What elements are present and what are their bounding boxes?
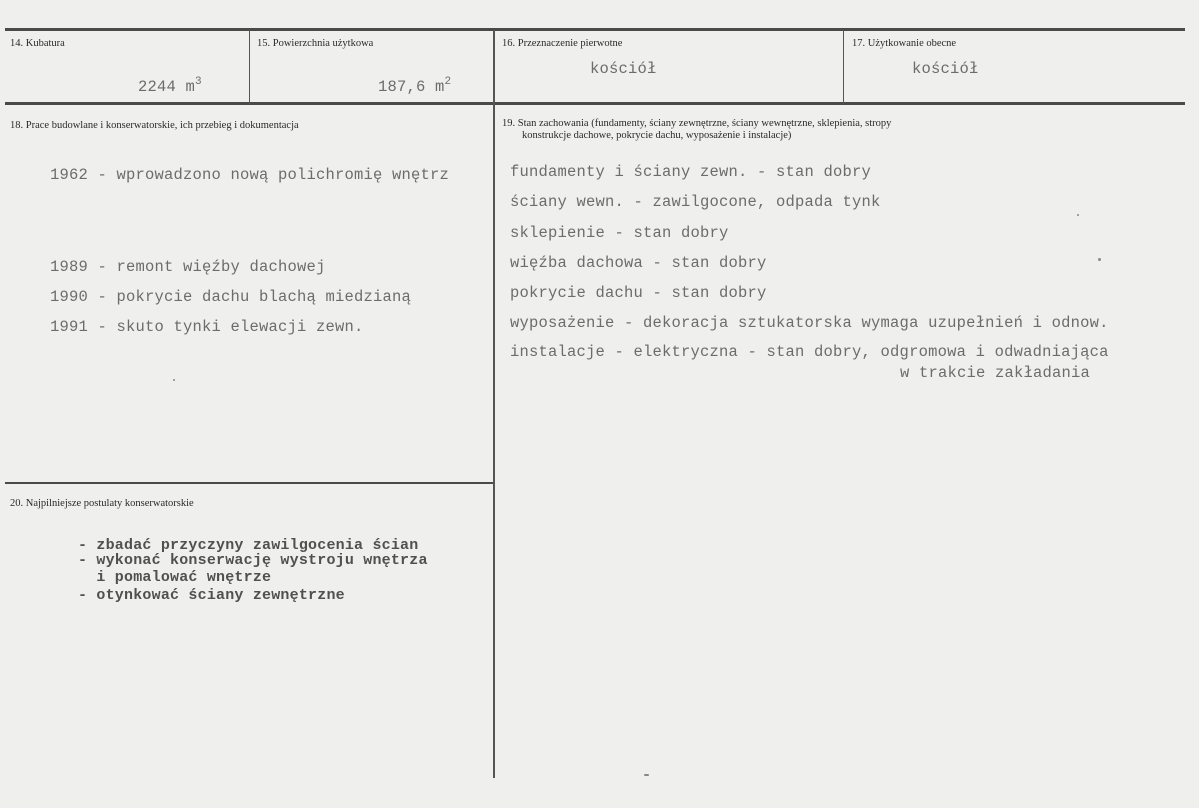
- paper-speck: [1077, 214, 1079, 216]
- cubature-number: 2244 m: [138, 78, 196, 96]
- current-use-label: 17. Użytkowanie obecne: [852, 38, 957, 49]
- condition-entry: ściany wewn. - zawilgocone, odpada tynk: [510, 193, 881, 211]
- works-entry: 1991 - skuto tynki elewacji zewn.: [50, 318, 364, 336]
- cubature-value: [100, 60, 202, 114]
- condition-label-line1: 19. Stan zachowania (fundamenty, ściany zewnętrzne, ściany wewnętrzne, sklepienia, stropy: [502, 118, 892, 129]
- area-unit-sup: 2: [444, 76, 452, 88]
- postulates-entry: - otynkować ściany zewnętrzne: [78, 587, 345, 604]
- paper-speck: [173, 379, 175, 381]
- paper-speck: [644, 774, 649, 776]
- paper-speck: [1098, 258, 1101, 261]
- works-entry: 1989 - remont więźby dachowej: [50, 258, 326, 276]
- postulates-entry: - wykonać konserwację wystroju wnętrza: [78, 552, 428, 569]
- condition-label-line2: konstrukcje dachowe, pokrycie dachu, wyposażenie i instalacje): [522, 130, 792, 141]
- original-use-value: kościół: [590, 60, 657, 78]
- col-divider-1: [249, 30, 250, 104]
- col-divider-2: [493, 30, 495, 778]
- col-divider-3: [843, 30, 844, 104]
- area-value: [340, 60, 451, 114]
- condition-entry-continuation: w trakcie zakładania: [900, 364, 1091, 382]
- works-entry: 1990 - pokrycie dachu blachą miedzianą: [50, 288, 412, 306]
- condition-entry: pokrycie dachu - stan dobry: [510, 284, 767, 302]
- top-rule: [5, 28, 1185, 31]
- condition-entry: wyposażenie - dekoracja sztukatorska wymaga uzupełnień i odnow.: [510, 314, 1109, 332]
- area-number: 187,6 m: [378, 78, 445, 96]
- original-use-label: 16. Przeznaczenie pierwotne: [502, 38, 623, 49]
- condition-entry: sklepienie - stan dobry: [510, 224, 729, 242]
- postulates-label: 20. Najpilniejsze postulaty konserwatorskie: [10, 498, 194, 509]
- cubature-label: 14. Kubatura: [10, 38, 65, 49]
- works-label: 18. Prace budowlane i konserwatorskie, ich przebieg i dokumentacja: [10, 120, 299, 131]
- section-divider: [5, 482, 494, 484]
- condition-entry: więźba dachowa - stan dobry: [510, 254, 767, 272]
- works-entry: 1962 - wprowadzono nową polichromię wnętrz: [50, 166, 450, 184]
- postulates-entry: - zbadać przyczyny zawilgocenia ścian: [78, 537, 419, 554]
- postulates-entry: i pomalować wnętrze: [78, 569, 272, 586]
- condition-entry: fundamenty i ściany zewn. - stan dobry: [510, 163, 872, 181]
- area-label: 15. Powierzchnia użytkowa: [257, 38, 374, 49]
- condition-entry: instalacje - elektryczna - stan dobry, odgromowa i odwadniająca: [510, 343, 1109, 361]
- current-use-value: kościół: [912, 60, 979, 78]
- cubature-unit-sup: 3: [195, 76, 202, 88]
